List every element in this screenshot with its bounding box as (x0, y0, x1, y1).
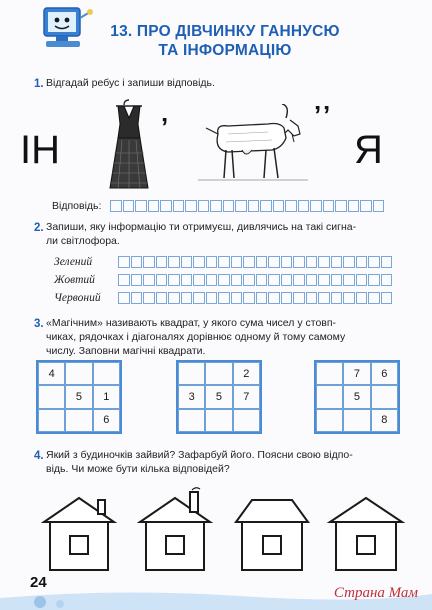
magic-square-cell[interactable]: 1 (93, 385, 120, 408)
magic-square-cell[interactable] (93, 362, 120, 385)
house-2[interactable] (136, 486, 214, 572)
exercise-4-text-line-2: відь. Чи може бути кілька відповідей? (46, 463, 230, 475)
exercise-2-text-line-2: ли світлофора. (46, 235, 120, 247)
magic-square-2 (176, 360, 262, 434)
house-1[interactable] (40, 492, 118, 572)
traffic-light-label-yellow: Жовтий (54, 274, 95, 286)
exercise-2-text-line-1: Запиши, яку інформацію ти отримуєш, дивлячись на такі сигна- (46, 221, 357, 233)
magic-square-cell[interactable]: 7 (233, 385, 260, 408)
exercise-3-text-line-3: числу. Заповни магічні квадрати. (46, 345, 206, 357)
magic-square-cell[interactable]: 6 (93, 409, 120, 432)
traffic-light-label-red: Червоний (54, 292, 101, 304)
exercise-1-text: Відгадай ребус і запиши відповідь. (46, 77, 215, 89)
exercise-2-number: 2. (34, 222, 44, 234)
magic-square-cell[interactable] (233, 409, 260, 432)
exercise-3-number: 3. (34, 318, 44, 330)
page-number: 24 (30, 574, 47, 591)
traffic-light-label-green: Зелений (54, 256, 93, 268)
title-line-2: ТА ІНФОРМАЦІЮ (158, 42, 292, 59)
magic-square-cell[interactable]: 8 (371, 409, 398, 432)
title-line-1: 13. ПРО ДІВЧИНКУ ГАННУСЮ (110, 23, 340, 40)
answer-label: Відповідь: (52, 200, 102, 212)
rebus-text-right: Я (354, 128, 383, 172)
rebus-apostrophe-2: ’ ’ (314, 100, 329, 130)
house-3[interactable] (232, 494, 312, 572)
magic-square-cell[interactable] (316, 362, 343, 385)
dress-picture (104, 98, 154, 190)
magic-square-cell[interactable] (38, 409, 65, 432)
magic-square-cell[interactable]: 7 (343, 362, 370, 385)
magic-square-cell[interactable]: 2 (233, 362, 260, 385)
exercise-4-text-line-1: Який з будиночків зайвий? Зафарбуй його. Поясни свою відпо- (46, 449, 353, 461)
magic-square-cell[interactable]: 3 (178, 385, 205, 408)
magic-square-cell[interactable]: 5 (205, 385, 232, 408)
watermark: Страна Мам (333, 585, 418, 601)
magic-square-cell[interactable] (205, 409, 232, 432)
magic-square-cell[interactable] (178, 409, 205, 432)
goat-picture (198, 104, 308, 182)
rebus-text-left: ІН (20, 128, 60, 172)
exercise-3-text-line-2: чиках, рядочках і діагоналях дорівнює одному й тому самому (46, 331, 346, 343)
magic-square-cell[interactable]: 4 (38, 362, 65, 385)
magic-square-cell[interactable] (38, 385, 65, 408)
answer-grid[interactable] (110, 200, 385, 212)
magic-square-cell[interactable]: 5 (65, 385, 92, 408)
magic-square-cell[interactable]: 5 (343, 385, 370, 408)
magic-square-cell[interactable] (371, 385, 398, 408)
answer-grid-red[interactable] (118, 292, 393, 304)
magic-square-cell[interactable] (343, 409, 370, 432)
magic-square-cell[interactable] (178, 362, 205, 385)
house-4[interactable] (326, 492, 406, 572)
rebus-apostrophe-1: ’ (161, 112, 169, 142)
answer-grid-green[interactable] (118, 256, 393, 268)
exercise-1-number: 1. (34, 78, 44, 90)
magic-square-cell[interactable]: 6 (371, 362, 398, 385)
exercise-3-text-line-1: «Магічним» називають квадрат, у якого сума чисел у стовп- (46, 317, 337, 329)
magic-square-cell[interactable] (65, 362, 92, 385)
page-title (100, 22, 350, 60)
magic-square-cell[interactable] (316, 409, 343, 432)
magic-square-3 (314, 360, 400, 434)
exercise-4-number: 4. (34, 450, 44, 462)
magic-square-cell[interactable] (316, 385, 343, 408)
magic-square-cell[interactable] (65, 409, 92, 432)
magic-square-cell[interactable] (205, 362, 232, 385)
computer-mascot-icon (34, 4, 96, 54)
answer-grid-yellow[interactable] (118, 274, 393, 286)
magic-square-1 (36, 360, 122, 434)
